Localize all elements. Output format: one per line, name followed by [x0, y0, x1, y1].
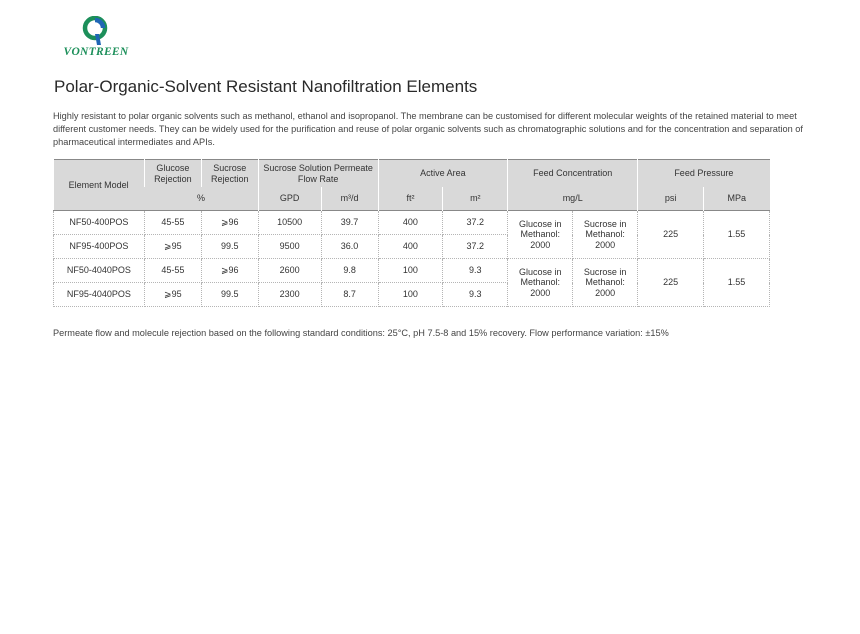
unit-m3d: m³/d — [321, 187, 378, 211]
cell-m3d: 8.7 — [321, 283, 378, 307]
cell-model: NF50-4040POS — [54, 259, 145, 283]
cell-m2: 9.3 — [443, 259, 508, 283]
unit-mgl: mg/L — [508, 187, 638, 211]
unit-m2: m² — [443, 187, 508, 211]
footnote: Permeate flow and molecule rejection based on the following standard conditions: 25°C, pH 7.5-8 and 15% recovery. Flow performance variation: ±15% — [53, 328, 669, 338]
cell-gpd: 2300 — [258, 283, 321, 307]
cell-ft2: 100 — [378, 283, 443, 307]
header-sucrose-rejection: Sucrose Rejection — [201, 160, 258, 188]
logo-text: VONTREEN — [63, 46, 129, 58]
cell-m2: 37.2 — [443, 235, 508, 259]
unit-percent: % — [144, 187, 258, 211]
header-active-area: Active Area — [378, 160, 508, 188]
cell-m3d: 39.7 — [321, 211, 378, 235]
cell-sucrose-rejection: 99.5 — [201, 283, 258, 307]
unit-psi: psi — [638, 187, 704, 211]
cell-glucose-rejection: 45-55 — [144, 211, 201, 235]
company-logo — [56, 16, 146, 62]
cell-psi: 225 — [638, 211, 704, 259]
cell-model: NF95-400POS — [54, 235, 145, 259]
unit-mpa: MPa — [704, 187, 770, 211]
cell-gpd: 9500 — [258, 235, 321, 259]
cell-sucrose-rejection: ⩾96 — [201, 211, 258, 235]
spec-table — [53, 159, 770, 307]
header-feed-pressure: Feed Pressure — [638, 160, 770, 188]
unit-gpd: GPD — [258, 187, 321, 211]
cell-mpa: 1.55 — [704, 211, 770, 259]
header-element-model: Element Model — [54, 160, 145, 211]
header-row — [54, 160, 770, 188]
cell-ft2: 400 — [378, 235, 443, 259]
cell-m2: 37.2 — [443, 211, 508, 235]
cell-glucose-feed: Glucose in Methanol: 2000 — [508, 259, 573, 307]
cell-m2: 9.3 — [443, 283, 508, 307]
cell-sucrose-feed: Sucrose in Methanol: 2000 — [573, 211, 638, 259]
table-row — [54, 259, 770, 283]
cell-sucrose-rejection: ⩾96 — [201, 259, 258, 283]
header-feed-concentration: Feed Concentration — [508, 160, 638, 188]
cell-glucose-rejection: 45-55 — [144, 259, 201, 283]
cell-m3d: 36.0 — [321, 235, 378, 259]
cell-sucrose-rejection: 99.5 — [201, 235, 258, 259]
table-row — [54, 211, 770, 235]
cell-model: NF50-400POS — [54, 211, 145, 235]
cell-psi: 225 — [638, 259, 704, 307]
cell-model: NF95-4040POS — [54, 283, 145, 307]
header-glucose-rejection: Glucose Rejection — [144, 160, 201, 188]
cell-glucose-rejection: ⩾95 — [144, 235, 201, 259]
logo-mark-icon — [82, 16, 110, 46]
cell-ft2: 100 — [378, 259, 443, 283]
header-permeate-flow: Sucrose Solution Permeate Flow Rate — [258, 160, 378, 188]
cell-m3d: 9.8 — [321, 259, 378, 283]
cell-gpd: 10500 — [258, 211, 321, 235]
cell-glucose-feed: Glucose in Methanol: 2000 — [508, 211, 573, 259]
cell-ft2: 400 — [378, 211, 443, 235]
page-title: Polar-Organic-Solvent Resistant Nanofiltration Elements — [54, 77, 478, 96]
cell-sucrose-feed: Sucrose in Methanol: 2000 — [573, 259, 638, 307]
unit-ft2: ft² — [378, 187, 443, 211]
cell-mpa: 1.55 — [704, 259, 770, 307]
unit-row — [54, 187, 770, 211]
cell-gpd: 2600 — [258, 259, 321, 283]
intro-paragraph: Highly resistant to polar organic solvents such as methanol, ethanol and isopropanol. The membrane can be customised for different molecular weights of the retained material to meet different customer needs. They can be widely used for the purification and reuse of polar organic solvents such as chromatographic solutions and for the concentration and separation of pharmaceutical intermediates and APIs. — [53, 111, 803, 147]
cell-glucose-rejection: ⩾95 — [144, 283, 201, 307]
